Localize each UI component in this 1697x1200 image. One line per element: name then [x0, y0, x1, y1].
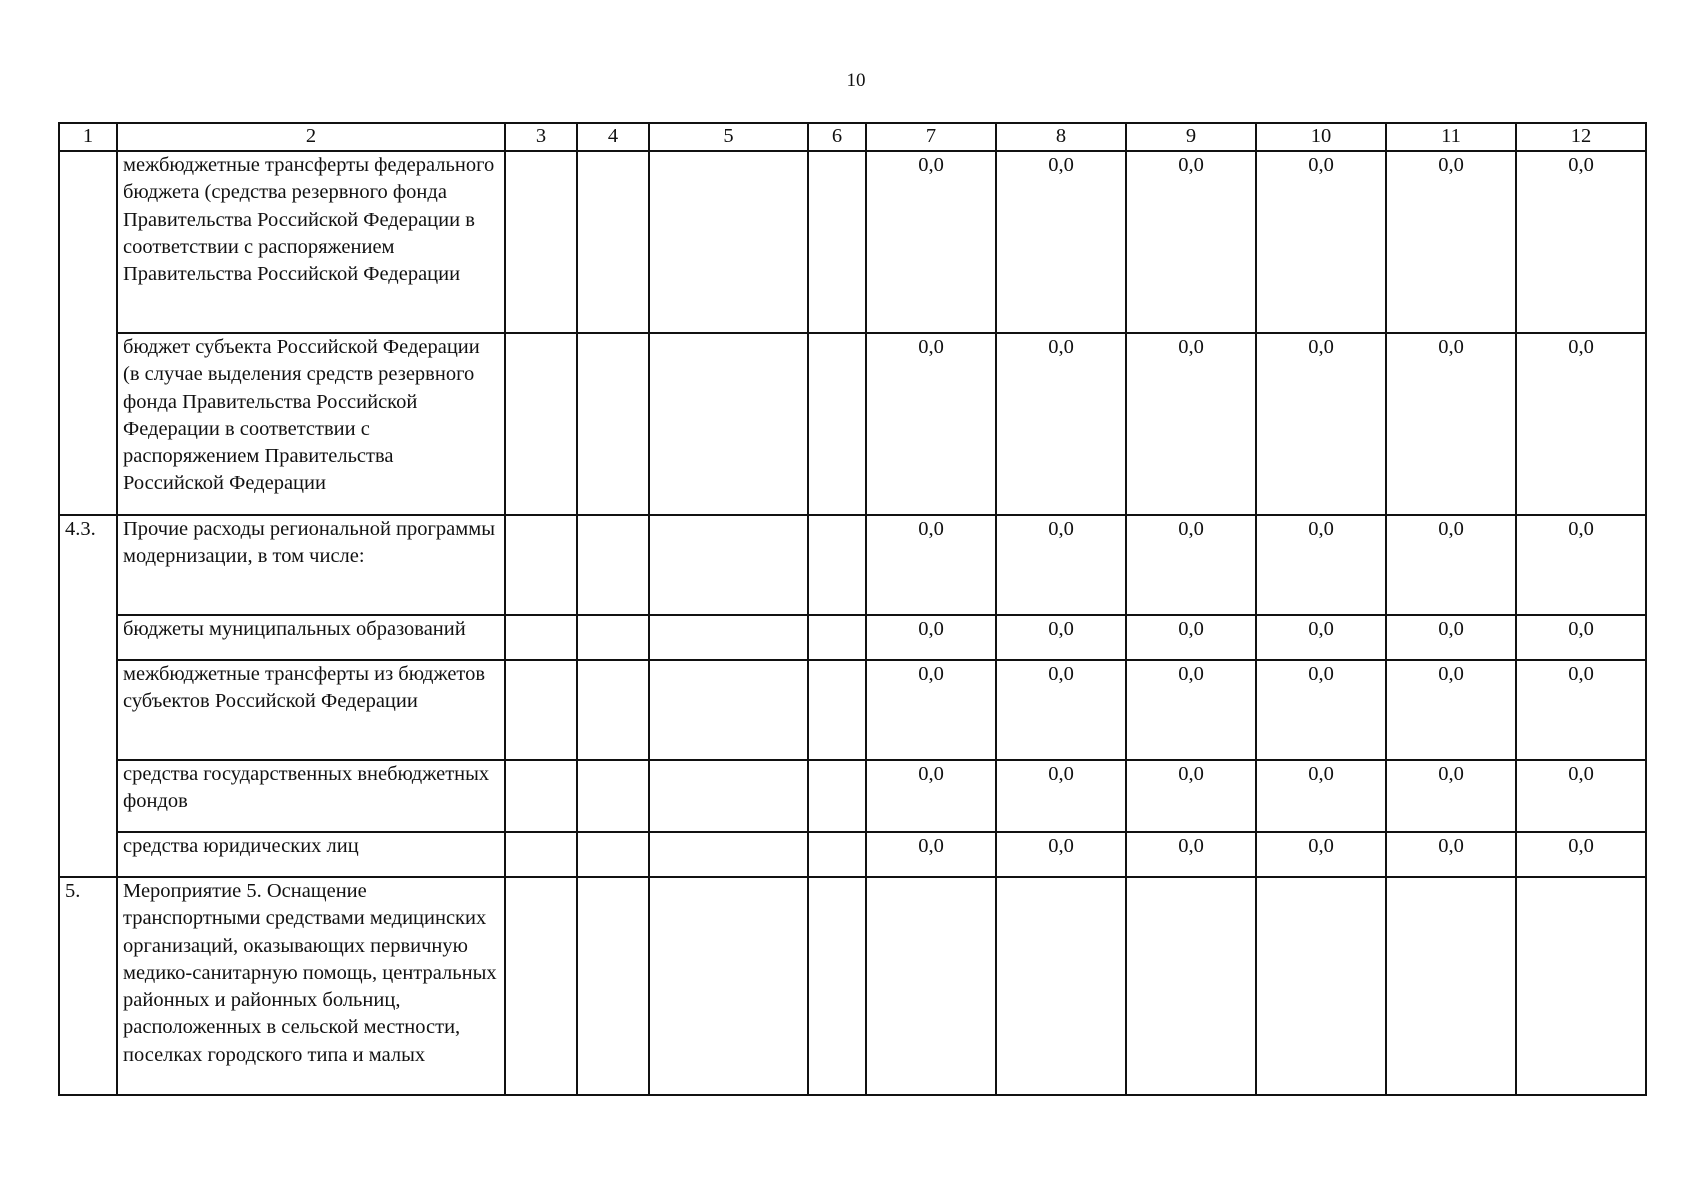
empty-cell	[577, 660, 649, 760]
page-number: 10	[846, 70, 866, 91]
value-cell: 0,0	[996, 151, 1126, 333]
value-cell: 0,0	[1126, 615, 1256, 660]
budget-table	[58, 122, 1647, 1096]
empty-cell	[505, 515, 577, 615]
row-label-cell: бюджет субъекта Российской Федерации (в случае выделения средств резервного фонда Правительства Российской Федерации в соответствии с распоряжением Правительства Российской Федерации	[117, 333, 505, 515]
value-cell: 0,0	[1126, 515, 1256, 615]
empty-cell	[808, 660, 866, 760]
value-cell	[866, 877, 996, 1095]
column-header: 3	[505, 123, 577, 151]
value-cell: 0,0	[996, 832, 1126, 877]
empty-cell	[505, 877, 577, 1095]
value-cell: 0,0	[1516, 333, 1646, 515]
table-row	[59, 660, 1646, 760]
empty-cell	[577, 877, 649, 1095]
value-cell: 0,0	[1386, 333, 1516, 515]
column-header: 2	[117, 123, 505, 151]
table-row	[59, 877, 1646, 1095]
empty-cell	[505, 151, 577, 333]
value-cell	[1386, 877, 1516, 1095]
value-cell: 0,0	[1256, 515, 1386, 615]
value-cell: 0,0	[1256, 151, 1386, 333]
row-number-cell	[59, 151, 117, 515]
value-cell: 0,0	[1516, 515, 1646, 615]
empty-cell	[808, 615, 866, 660]
value-cell: 0,0	[866, 515, 996, 615]
empty-cell	[808, 760, 866, 832]
empty-cell	[808, 832, 866, 877]
empty-cell	[808, 877, 866, 1095]
table-row	[59, 515, 1646, 615]
column-header: 1	[59, 123, 117, 151]
value-cell: 0,0	[1256, 660, 1386, 760]
empty-cell	[649, 877, 808, 1095]
value-cell: 0,0	[1386, 151, 1516, 333]
table-body	[59, 123, 1646, 1095]
column-header: 6	[808, 123, 866, 151]
row-label-cell: средства государственных внебюджетных фондов	[117, 760, 505, 832]
value-cell	[1126, 877, 1256, 1095]
empty-cell	[649, 333, 808, 515]
value-cell	[996, 877, 1126, 1095]
row-label-cell: бюджеты муниципальных образований	[117, 615, 505, 660]
column-header: 4	[577, 123, 649, 151]
value-cell: 0,0	[1516, 660, 1646, 760]
column-header: 8	[996, 123, 1126, 151]
value-cell: 0,0	[866, 760, 996, 832]
row-label-cell: межбюджетные трансферты из бюджетов субъектов Российской Федерации	[117, 660, 505, 760]
value-cell: 0,0	[1386, 760, 1516, 832]
column-number-header-row	[59, 123, 1646, 151]
value-cell: 0,0	[1126, 333, 1256, 515]
empty-cell	[505, 660, 577, 760]
value-cell: 0,0	[996, 660, 1126, 760]
empty-cell	[505, 333, 577, 515]
column-header: 9	[1126, 123, 1256, 151]
value-cell: 0,0	[1386, 660, 1516, 760]
value-cell: 0,0	[1256, 615, 1386, 660]
table-row	[59, 151, 1646, 333]
empty-cell	[505, 760, 577, 832]
empty-cell	[577, 760, 649, 832]
empty-cell	[649, 832, 808, 877]
empty-cell	[649, 151, 808, 333]
value-cell: 0,0	[1126, 660, 1256, 760]
column-header: 12	[1516, 123, 1646, 151]
value-cell: 0,0	[1126, 760, 1256, 832]
value-cell: 0,0	[1516, 615, 1646, 660]
empty-cell	[808, 515, 866, 615]
value-cell: 0,0	[996, 333, 1126, 515]
value-cell: 0,0	[996, 515, 1126, 615]
value-cell: 0,0	[1126, 832, 1256, 877]
empty-cell	[577, 832, 649, 877]
value-cell: 0,0	[866, 333, 996, 515]
column-header: 10	[1256, 123, 1386, 151]
row-number-cell: 5.	[59, 877, 117, 1095]
value-cell: 0,0	[1516, 151, 1646, 333]
row-label-cell: Прочие расходы региональной программы модернизации, в том числе:	[117, 515, 505, 615]
empty-cell	[505, 832, 577, 877]
value-cell: 0,0	[866, 660, 996, 760]
value-cell: 0,0	[1386, 615, 1516, 660]
row-label-cell: Мероприятие 5. Оснащение транспортными средствами медицинских организаций, оказывающих первичную медико-санитарную помощь, центральных районных и районных больниц, расположенных в сельской местности, поселках городского типа и малых	[117, 877, 505, 1095]
empty-cell	[808, 151, 866, 333]
value-cell: 0,0	[866, 615, 996, 660]
empty-cell	[505, 615, 577, 660]
value-cell: 0,0	[1386, 832, 1516, 877]
value-cell: 0,0	[866, 832, 996, 877]
row-number-cell: 4.3.	[59, 515, 117, 877]
empty-cell	[577, 333, 649, 515]
value-cell: 0,0	[866, 151, 996, 333]
empty-cell	[649, 515, 808, 615]
table-row	[59, 832, 1646, 877]
value-cell: 0,0	[1386, 515, 1516, 615]
column-header: 5	[649, 123, 808, 151]
empty-cell	[649, 615, 808, 660]
table-row	[59, 760, 1646, 832]
value-cell: 0,0	[1256, 832, 1386, 877]
value-cell: 0,0	[1256, 333, 1386, 515]
table-row	[59, 615, 1646, 660]
empty-cell	[577, 515, 649, 615]
table-row	[59, 333, 1646, 515]
empty-cell	[808, 333, 866, 515]
empty-cell	[649, 760, 808, 832]
value-cell: 0,0	[996, 615, 1126, 660]
value-cell: 0,0	[1126, 151, 1256, 333]
value-cell	[1516, 877, 1646, 1095]
column-header: 7	[866, 123, 996, 151]
row-label-cell: средства юридических лиц	[117, 832, 505, 877]
empty-cell	[577, 151, 649, 333]
value-cell: 0,0	[1256, 760, 1386, 832]
row-label-cell: межбюджетные трансферты федерального бюджета (средства резервного фонда Правительства Российской Федерации в соответствии с распоряжением Правительства Российской Федерации	[117, 151, 505, 333]
value-cell: 0,0	[1516, 832, 1646, 877]
empty-cell	[577, 615, 649, 660]
value-cell: 0,0	[1516, 760, 1646, 832]
value-cell	[1256, 877, 1386, 1095]
column-header: 11	[1386, 123, 1516, 151]
value-cell: 0,0	[996, 760, 1126, 832]
empty-cell	[649, 660, 808, 760]
